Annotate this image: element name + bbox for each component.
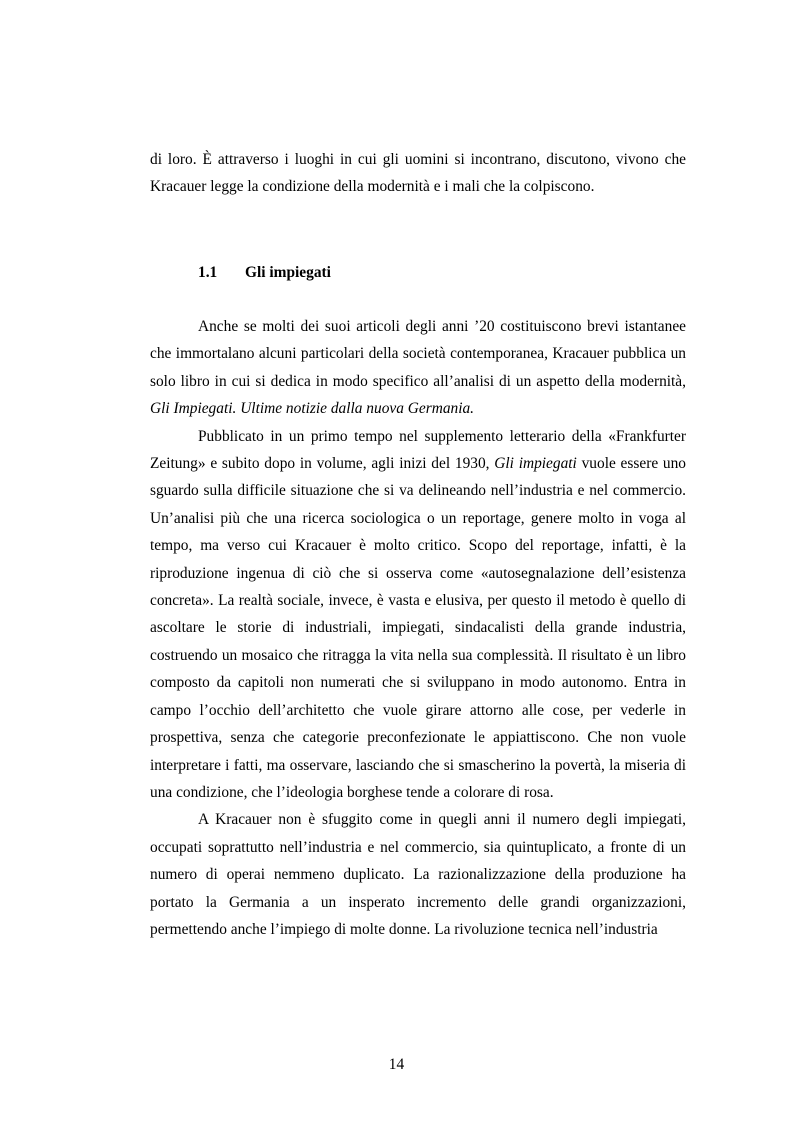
book-title-short-italic: Gli impiegati [494, 455, 577, 473]
section-number: 1.1 [198, 264, 218, 281]
paragraph-1-text: Anche se molti dei suoi articoli degli anni ’20 costituiscono brevi istantanee che immortalano alcuni particolari della società contemporanea, Kracauer pubblica un solo libro in cui si dedica in modo specifico all’analisi di un aspetto della modernità, [150, 318, 686, 390]
section-body [150, 313, 686, 943]
paragraph-3-text: A Kracauer non è sfuggito come in quegli anni il numero degli impiegati, occupati soprattutto nell’industria e nel commercio, sia quintuplicato, a fronte di un numero di operai nemmeno duplicato. La razionalizzazione della produzione ha portato la Germania a un insperato incremento delle grandi organizzazioni, permettendo anche l’impiego di molte donne. La rivoluzione tecnica nell’industria [150, 811, 686, 938]
intro-paragraph [150, 146, 686, 201]
paragraph-2 [150, 423, 686, 807]
section-heading [198, 260, 331, 286]
paragraph-2-text-a: Pubblicato in un primo tempo nel supplemento letterario della «Frankfurter Zeitung» e subito dopo in volume, agli inizi del 1930, [150, 427, 686, 473]
section-title: Gli impiegati [245, 264, 331, 281]
paragraph-3 [150, 806, 686, 943]
paragraph-1 [150, 313, 686, 423]
intro-text: di loro. È attraverso i luoghi in cui gli uomini si incontrano, discutono, vivono che Kracauer legge la condizione della modernità e i mali che la colpiscono. [150, 151, 686, 196]
page-number: 14 [388, 1056, 405, 1073]
book-title-italic: Gli Impiegati. Ultime notizie dalla nuova Germania. [150, 400, 475, 418]
paragraph-2-text-b: vuole essere uno sguardo sulla difficile situazione che si va delineando nell’industria e nel commercio. Un’analisi più che una ricerca sociologica o un reportage, genere molto in voga al tempo, ma verso cui Kracauer è molto critico. Scopo del reportage, infatti, è la riproduzione ingenua di ciò che si osserva come «autosegnalazione dell’esistenza concreta». La realtà sociale, invece, è vasta e elusiva, per questo il metodo è quello di ascoltare le storie di industriali, impiegati, sindacalisti della grande industria, costruendo un mosaico che ritragga la vita nella sua complessità. Il risultato è un libro composto da capitoli non numerati che si sviluppano in modo autonomo. Entra in campo l’occhio dell’architetto che vuole girare attorno alle cose, per vederle in prospettiva, senza che categorie preconfezionate le appiattiscono. Che non vuole interpretare i fatti, ma osservare, lasciando che si smascherino la povertà, la miseria di una condizione, che l’ideologia borghese tende a colorare di rosa. [150, 455, 687, 801]
